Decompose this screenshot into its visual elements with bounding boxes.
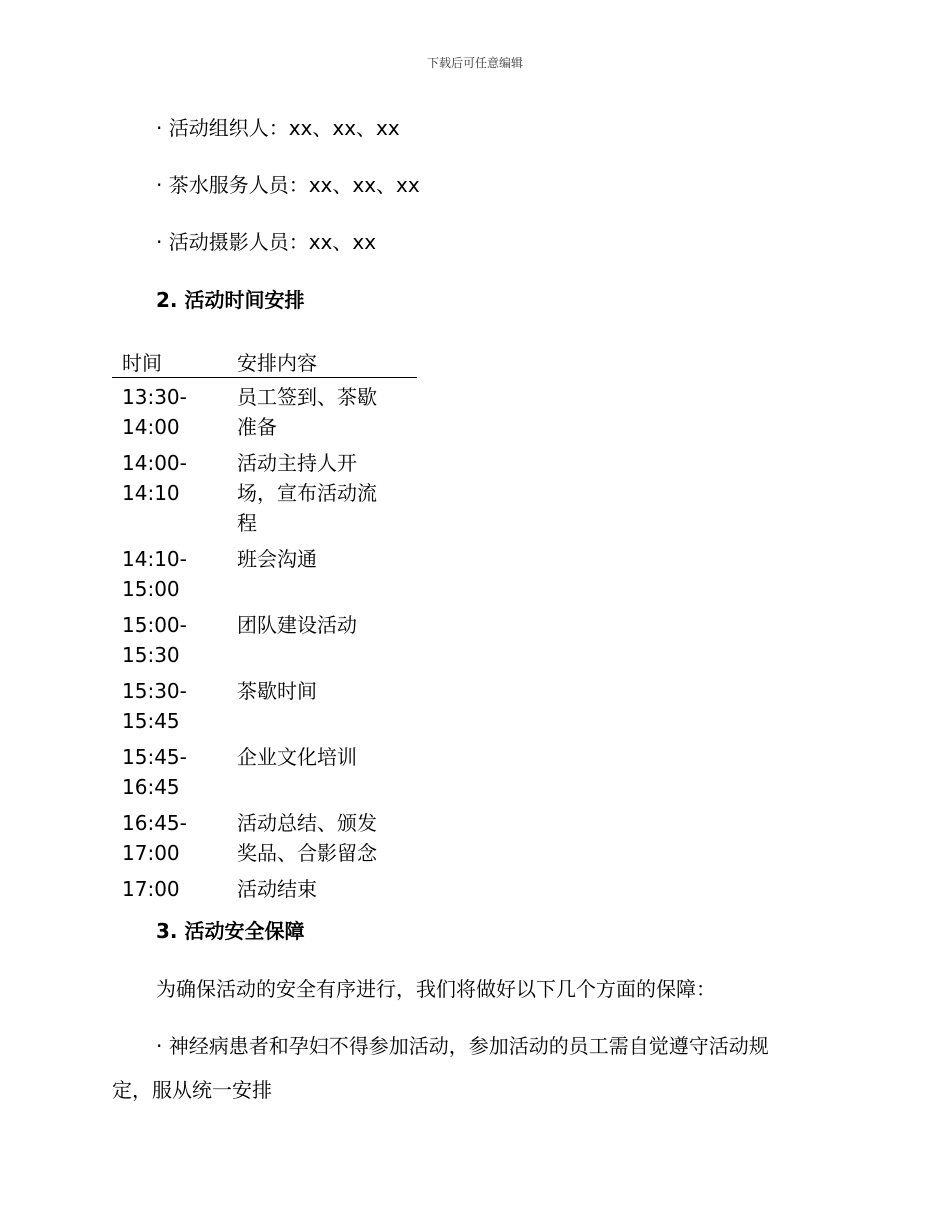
schedule-table: [112, 345, 417, 906]
staff-photographer: · 活动摄影人员：xx、xx: [156, 230, 377, 254]
row-time-end: 15:45: [122, 709, 180, 733]
row-time-end: 15:00: [122, 577, 180, 601]
row-time-start: 15:30-: [122, 679, 187, 703]
table-row: [112, 804, 417, 870]
row-content-cont: 奖品、合影留念: [237, 841, 377, 865]
row-time-start: 16:45-: [122, 811, 187, 835]
staff-tea-service: · 茶水服务人员：xx、xx、xx: [156, 173, 420, 197]
row-content-cont: 场，宣布活动流: [237, 481, 377, 505]
row-content: 班会沟通: [237, 547, 317, 571]
row-time-end: 14:10: [122, 481, 180, 505]
safety-intro: 为确保活动的安全有序进行，我们将做好以下几个方面的保障：: [156, 977, 716, 1001]
safety-bullet-line-1: · 神经病患者和孕妇不得参加活动，参加活动的员工需自觉遵守活动规: [156, 1034, 769, 1058]
row-time-end: 17:00: [122, 841, 180, 865]
row-content: 企业文化培训: [237, 745, 357, 769]
row-content: 茶歇时间: [237, 679, 317, 703]
row-time-start: 15:00-: [122, 613, 187, 637]
table-row: [112, 444, 417, 540]
table-row: [112, 672, 417, 738]
section-2-title: 2. 活动时间安排: [156, 288, 305, 312]
header-content: 安排内容: [237, 351, 317, 375]
row-content: 活动总结、颁发: [237, 811, 377, 835]
row-content: 团队建设活动: [237, 613, 357, 637]
row-time-start: 17:00: [122, 877, 180, 901]
safety-bullet-line-2: 定，服从统一安排: [112, 1078, 272, 1102]
row-time-end: 16:45: [122, 775, 180, 799]
row-time-end: 15:30: [122, 643, 180, 667]
table-row: [112, 606, 417, 672]
table-row: [112, 540, 417, 606]
row-time-start: 15:45-: [122, 745, 187, 769]
row-content-cont: 程: [237, 511, 257, 535]
table-row: [112, 378, 417, 444]
row-time-start: 13:30-: [122, 385, 187, 409]
page-header: 下载后可任意编辑: [426, 56, 523, 70]
row-content-cont: 准备: [237, 415, 277, 439]
header-time: 时间: [122, 351, 162, 375]
section-3-title: 3. 活动安全保障: [156, 919, 305, 943]
row-content: 活动结束: [237, 877, 317, 901]
staff-organizer: · 活动组织人：xx、xx、xx: [156, 116, 400, 140]
row-content: 活动主持人开: [237, 451, 357, 475]
row-time-start: 14:00-: [122, 451, 187, 475]
row-time-end: 14:00: [122, 415, 180, 439]
table-row: [112, 738, 417, 804]
row-time-start: 14:10-: [122, 547, 187, 571]
row-content: 员工签到、茶歇: [237, 385, 377, 409]
table-row: [112, 870, 417, 906]
schedule-header-row: [112, 345, 417, 378]
